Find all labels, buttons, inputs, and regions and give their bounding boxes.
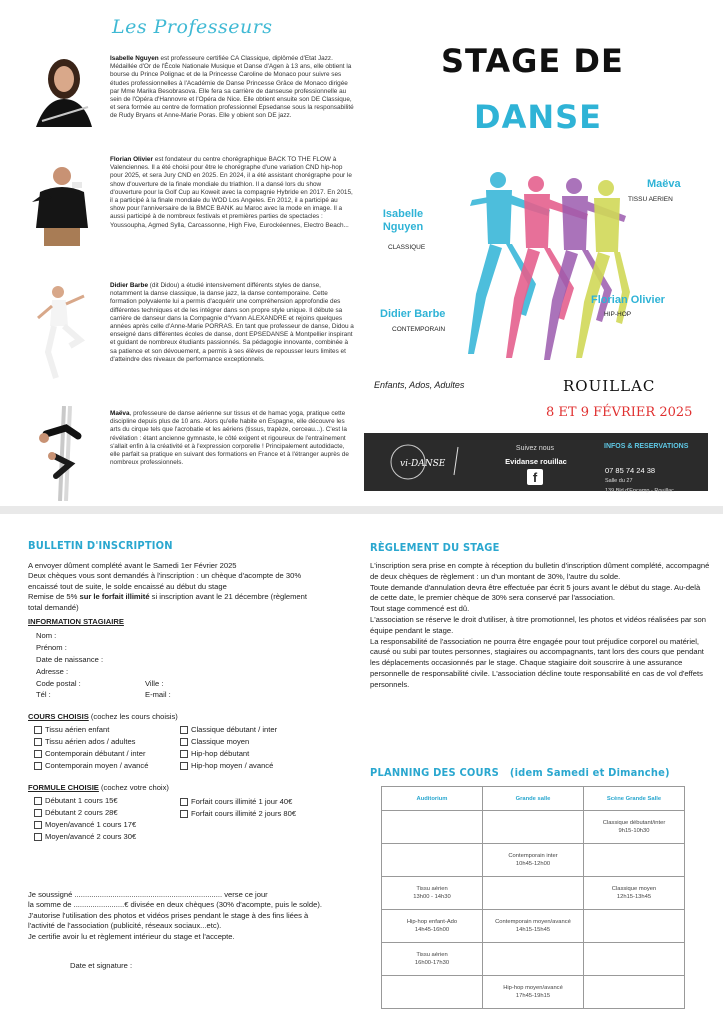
reglement-paragraph: L'inscription sera prise en compte à réception du bulletin d'inscription dûment complété, accompagné de deux chèques de règlement : un d'un montant de 30%, l'autre du solde.: [370, 561, 710, 581]
remise-line: [28, 592, 350, 602]
planning-cell: [382, 943, 483, 976]
date-signature[interactable]: Date et signature :: [70, 961, 133, 970]
checkbox[interactable]: [34, 809, 42, 817]
course-name: Hip-hop moyen/avancé: [503, 985, 563, 991]
cours-label: Contemporain moyen / avancé: [45, 761, 149, 770]
formule-label: Forfait cours illimité 2 jours 80€: [191, 809, 297, 818]
florian-text: est fondateur du centre chorégraphique BACK TO THE FLOW à Valenciennes. Il a été choisi pour être le chorégraphe d'une variation CND hip-hop pour 2025, et sera Jury CND en 2025. En 2024, il a été assistant chorégraphe pour le show d'ouverture de la finale mondiale du triathlon. Il a dansé lors du show d'ouverture pour la Golf Cup au Koweit avec la compagnie Hybride en 2017. En 2015, il a participé à la finale mondiale du WOD Los Angeles. En 2012, il a participé au show pour l'anniversaire de la BMCE BANK au Maroc avec la mode en image. Il a aussi participé à de nombreux festivals et premières parties de spectacles : Youssoupha, Agmed Sylla, Carcassonne, High Five, Eurockéennes, Electro Beach...: [110, 156, 353, 229]
cours-option[interactable]: [180, 761, 273, 770]
cours-option[interactable]: [180, 749, 249, 758]
reglement-text: [370, 561, 710, 691]
poster-isabelle-line2: Nguyen: [382, 221, 424, 233]
facebook-handle[interactable]: Evidanse rouillac: [505, 457, 567, 466]
planning-cell: [483, 910, 584, 943]
course-name: Classique moyen: [611, 886, 657, 892]
checkbox[interactable]: [34, 821, 42, 829]
remise-prefix: Remise de 5%: [28, 592, 80, 602]
planning-cell: [584, 877, 685, 910]
poster-audience: Enfants, Ados, Adultes: [374, 380, 465, 390]
poster-didier-name: Didier Barbe: [380, 308, 446, 320]
remise-suffix: si inscription avant le 21 décembre (règlement: [149, 592, 307, 602]
planning-cell: [382, 910, 483, 943]
field-prenom[interactable]: Prénom :: [36, 643, 67, 652]
cours-note: (cochez les cours choisis): [88, 712, 178, 721]
course-time: 14h45-16h00: [414, 927, 450, 933]
course-time: 16h00-17h30: [414, 960, 450, 966]
course-time: 12h15-13h45: [616, 894, 652, 900]
cours-option[interactable]: [180, 737, 249, 746]
checkbox[interactable]: [180, 738, 188, 746]
intro-line-2: Deux chèques vous sont demandés à l'inscription : un chèque d'acompte de 30%: [28, 571, 302, 581]
formule-option[interactable]: [34, 832, 136, 841]
checkbox[interactable]: [34, 762, 42, 770]
formule-option[interactable]: [180, 809, 296, 818]
field-nom[interactable]: Nom :: [36, 631, 57, 640]
formule-label: Débutant 1 cours 15€: [45, 796, 118, 805]
cours-label: Contemporain débutant / inter: [45, 749, 146, 758]
formule-label: Moyen/avancé 1 cours 17€: [45, 820, 137, 829]
header-auditorium: Auditorium: [382, 787, 483, 811]
cours-label: Classique débutant / inter: [191, 725, 278, 734]
poster-dates: 8 ET 9 FÉVRIER 2025: [546, 405, 693, 420]
didier-text: (dit Didou) a étudié intensivement différents styles de danse, notamment la danse classique, la danse jazz, la danse contemporaine. Cette formation polyvalente lui a permis d'acquérir une compréhension approfondie des différentes techniques et de les intégrer dans son propre style unique. Il débute sa carrière de danseur dans la Compagnie d'Yvann ALEXANDRE et rejoins quelques années après celle d'Anne-Marie PORRAS. En tant que professeur de danse, Didou a enseigné dans différentes écoles de danse, dont EPSEDANSE à Montpellier inspirant et guidant de nombreux étudiants passionnés. Sa pédagogie innovante, combinée à sa patience et son dévouement, a permis à ses élèves de repousser leurs limites et d'atteindre des niveaux de performance exceptionnels.: [110, 282, 354, 363]
info-stagiaire-heading: INFORMATION STAGIAIRE: [28, 617, 124, 626]
course-name: Contemporain inter: [508, 853, 558, 859]
course-name: Contemporain moyen/avancé: [495, 919, 571, 925]
planning-row: [382, 811, 685, 844]
planning-title: [370, 766, 670, 779]
cours-heading: [28, 712, 178, 722]
poster-didier-style: CONTEMPORAIN: [392, 326, 446, 333]
cours-option[interactable]: [180, 725, 277, 734]
field-adresse[interactable]: Adresse :: [36, 667, 69, 676]
cours-option[interactable]: [34, 749, 145, 758]
planning-header-row: [382, 787, 685, 811]
maeva-bio: [110, 410, 354, 467]
course-time: 9h15-10h30: [618, 828, 650, 834]
reglement-paragraph: L'association se réserve le droit d'utiliser, à titre promotionnel, les photos et vidéos réalisées par son équipe pendant le stage.: [370, 614, 706, 635]
formule-option[interactable]: [34, 808, 118, 817]
venue-address: 139 Bld d'Encamp - Rouillac: [605, 488, 674, 494]
formule-heading: [28, 783, 169, 793]
planning-row: [382, 844, 685, 877]
planning-cell: [483, 877, 584, 910]
formule-label: Moyen/avancé 2 cours 30€: [45, 832, 137, 841]
poster-maeva-name: Maëva: [647, 178, 681, 190]
planning-cell: [483, 976, 584, 1009]
poster-isabelle-line1: Isabelle: [382, 208, 424, 220]
cours-heading-label: COURS CHOISIS: [28, 712, 89, 721]
course-name: Tissu aérien: [416, 952, 448, 958]
isabelle-text: est professeure certifiée CA Classique, diplômée d'Etat Jazz. Médaillée d'Or de l'École Nationale Musique et Danse d'Agen à 13 ans, elle obtient la bourse du Prince Polignac et de la Princesse Caroline de Monaco pour suivre ses études professionnelles à l'Académie de Danse Princesse Grâce de Monaco dirigée par Mme Marika Besobrasova. Elle fera sa carrière de danseuse professionnelle au sein de l'Opéra d'Hannovre et l'Opéra de Nice. Elle obtient ensuite son DE Classique, et sera formée au centre de formation professionnel Epsedanse sous la responsabilité de Rudy Bryans et Anne-Marie Poras. Elle y obient son DE jazz.: [110, 55, 354, 120]
checkbox[interactable]: [34, 797, 42, 805]
checkbox[interactable]: [34, 833, 42, 841]
field-ville[interactable]: Ville :: [145, 679, 164, 688]
reglement-paragraph: Tout stage commencé est dû.: [370, 604, 470, 614]
didier-bio: [110, 282, 354, 364]
planning-cell: [584, 943, 685, 976]
course-time: 10h45-12h00: [515, 861, 551, 867]
planning-cell: [584, 910, 685, 943]
course-name: Hip-hop enfant-Ado: [406, 919, 458, 925]
florian-bio: [110, 156, 354, 230]
planning-cell: [483, 844, 584, 877]
field-date-naissance[interactable]: Date de naissance :: [36, 655, 104, 664]
cours-option[interactable]: [34, 737, 135, 746]
maeva-text: , professeure de danse aérienne sur tissus et de hamac yoga, pratique cette discipline depuis plus de 10 ans. Alors qu'elle habite en Espagne, elle découvre les arts du cirque tels que l'acrobatie et les aériens (tissus, trapèze, cerceau...). C'est la révélation : étant ancienne gymnaste, le côté exigent et rigoureux de l'entraînement s'allait enfin à la créativité et à l'expression corporelle ! Principalement autodidacte, elle parfait sa pratique en suivant des formations en France et à l'étranger auprès de nombreux professionnels.: [110, 410, 349, 467]
formule-option[interactable]: [34, 820, 136, 829]
planning-cell: [584, 844, 685, 877]
remise-line-2: total demandé): [28, 602, 79, 612]
reservation-phone[interactable]: 07 85 74 24 38: [605, 466, 656, 475]
poster-title-line2: DANSE: [474, 98, 603, 136]
sign-line-4: l'activité de l'association (publicité, réseaux sociaux...etc).: [28, 921, 222, 931]
planning-row: [382, 877, 685, 910]
planning-row: [382, 943, 685, 976]
sign-line-3: J'autorise l'utilisation des photos et vidéos prises pendant le stage à des fins liées à: [28, 910, 309, 920]
poster-title-line1: STAGE DE: [441, 42, 624, 80]
maeva-photo: [26, 406, 96, 506]
planning-cell: [483, 811, 584, 844]
planning-body: [382, 811, 685, 1009]
intro-line-1: A envoyer dûment complété avant le Samedi 1er Février 2025: [28, 561, 237, 570]
course-time: 17h45-19h15: [515, 993, 551, 999]
formule-option[interactable]: [34, 796, 118, 805]
cours-option[interactable]: [34, 725, 109, 734]
sign-line-2[interactable]: la somme de ........................€ divisée en deux chèques (30% d'acompte, puis le solde).: [28, 900, 322, 910]
formule-note: (cochez votre choix): [98, 783, 169, 792]
isabelle-name: Isabelle Nguyen: [110, 55, 159, 62]
cours-label: Hip-hop débutant: [191, 749, 250, 758]
infos-reservations-title: INFOS & RESERVATIONS: [604, 443, 689, 450]
didier-photo: [26, 282, 96, 387]
poster-isabelle-name: [380, 208, 426, 234]
checkbox[interactable]: [180, 810, 188, 818]
poster-isabelle-style: CLASSIQUE: [388, 244, 426, 251]
field-tel[interactable]: Tél :: [36, 690, 51, 699]
cours-option[interactable]: [34, 761, 148, 770]
cours-label: Tissu aérien enfant: [45, 725, 110, 734]
dancers-illustration: [442, 164, 642, 369]
cours-label: Hip-hop moyen / avancé: [191, 761, 274, 770]
sign-line-5: Je certifie avoir lu et règlement intérieur du stage et l'accepte.: [28, 931, 235, 941]
planning-cell: [382, 877, 483, 910]
sign-line-1[interactable]: Je soussigné ...................................................................... verse ce jour: [28, 890, 268, 899]
checkbox[interactable]: [180, 750, 188, 758]
intro-line-3: encaissé tout de suite, le solde encaissé au début du stage: [28, 581, 227, 591]
poster-city: ROUILLAC: [563, 377, 656, 395]
field-email[interactable]: E-mail :: [145, 690, 171, 699]
bulletin-intro: [28, 561, 350, 613]
isabelle-photo: [26, 55, 96, 135]
planning-cell: [584, 811, 685, 844]
follow-label: Suivez nous: [515, 445, 555, 452]
remise-bold: sur le forfait illimité: [79, 592, 150, 602]
reglement-paragraph: Toute demande d'annulation devra être effectuée par écrit 5 jours avant le début du stage. Au-delà de cette date, le premier chèque de 30% sera conservé par l'association.: [370, 582, 701, 603]
florian-photo: [26, 162, 96, 253]
planning-table: [381, 786, 685, 1009]
professeurs-title: Les Professeurs: [112, 16, 273, 38]
checkbox[interactable]: [180, 798, 188, 806]
formule-label: Débutant 2 cours 28€: [45, 808, 118, 817]
reglement-paragraph: La responsabilité de l'association ne pourra être engagée pour tout préjudice corporel ou matériel, causé ou subi par toutes personnes, stagiaires ou accompagnants, tant lors des cours que pendant les déplacements occasionnés par le stage. Chaque stagiaire doit souscrire à une assurance personnelle de responsabilité civile. L'association décline toute responsabilité en cas de vol d'effets personnels.: [370, 636, 704, 689]
poster-footer: [364, 433, 708, 494]
planning-cell: [382, 811, 483, 844]
course-name: Tissu aérien: [416, 886, 448, 892]
page-separator: [0, 506, 723, 514]
poster-florian-style: HIP-HOP: [604, 311, 632, 318]
planning-row: [382, 910, 685, 943]
planning-cell: [382, 844, 483, 877]
course-time: 13h00 - 14h30: [413, 894, 451, 900]
formule-label: Forfait cours illimité 1 jour 40€: [191, 797, 293, 806]
formule-option[interactable]: [180, 797, 292, 806]
checkbox[interactable]: [34, 738, 42, 746]
venue-name: Salle du 27: [605, 478, 633, 484]
checkbox[interactable]: [34, 750, 42, 758]
planning-cell: [584, 976, 685, 1009]
checkbox[interactable]: [180, 762, 188, 770]
header-grande-salle: Grande salle: [483, 787, 584, 811]
brochure-front: [0, 0, 723, 506]
maeva-name: Maëva: [110, 410, 130, 417]
planning-title-text: PLANNING DES COURS: [370, 766, 499, 779]
facebook-icon[interactable]: f: [527, 469, 543, 485]
checkbox[interactable]: [34, 726, 42, 734]
course-name: Classique débutant/inter: [602, 820, 666, 826]
vi-danse-logo: [384, 441, 474, 483]
bulletin-title: BULLETIN D'INSCRIPTION: [28, 539, 173, 552]
reglement-title: RÈGLEMENT DU STAGE: [370, 541, 500, 554]
cours-label: Classique moyen: [191, 737, 250, 746]
formule-heading-label: FORMULE CHOISIE: [28, 783, 99, 792]
course-time: 14h15-15h45: [515, 927, 551, 933]
isabelle-bio: [110, 55, 354, 121]
planning-cell: [483, 943, 584, 976]
engagement-text: [28, 890, 350, 942]
logo-text: vi-DANSE: [400, 459, 446, 469]
poster-maeva-style: TISSU AERIEN: [628, 196, 673, 203]
checkbox[interactable]: [180, 726, 188, 734]
planning-subtitle: (idem Samedi et Dimanche): [509, 766, 670, 779]
planning-cell: [382, 976, 483, 1009]
florian-name: Florian Olivier: [110, 156, 153, 163]
header-scene-grande-salle: Scène Grande Salle: [584, 787, 685, 811]
planning-row: [382, 976, 685, 1009]
poster-florian-name: Florian Olivier: [591, 294, 665, 306]
field-code-postal[interactable]: Code postal :: [36, 679, 81, 688]
didier-name: Didier Barbe: [110, 282, 149, 289]
cours-label: Tissu aérien ados / adultes: [45, 737, 136, 746]
